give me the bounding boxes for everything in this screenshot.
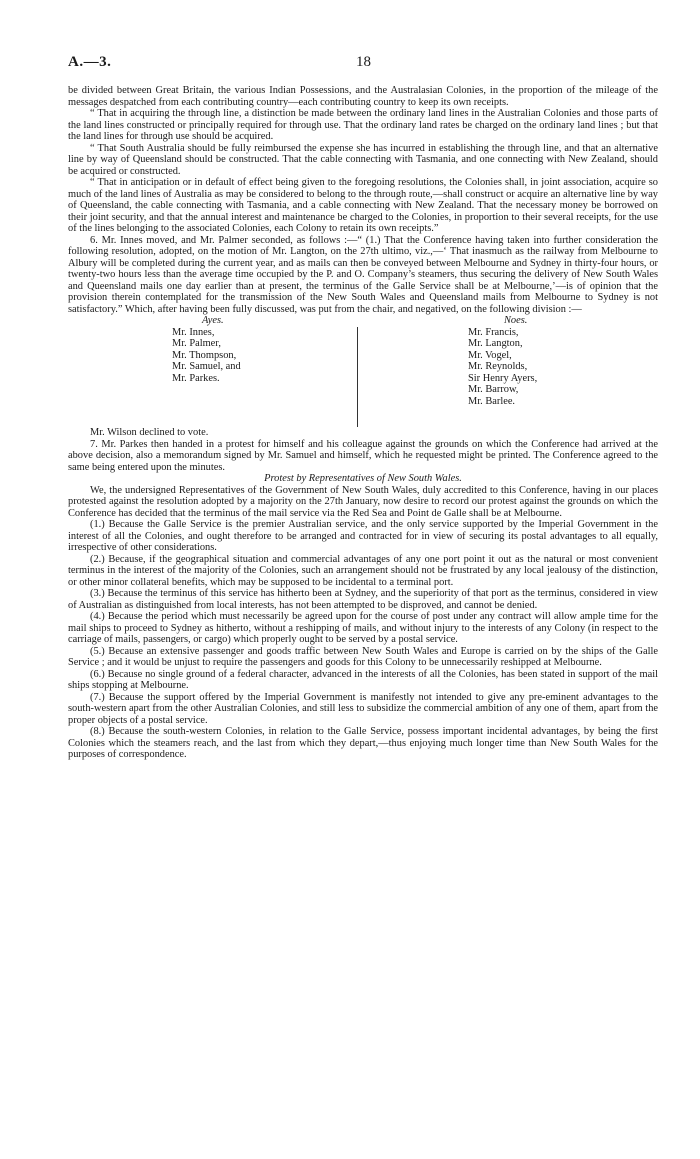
noes-heading: Noes.	[504, 315, 528, 326]
ayes-member: Mr. Parkes.	[172, 372, 220, 384]
protest-intro: We, the undersigned Representatives of the Government of New South Wales, duly accredited to this Conference, having in our places protested against the resolution adopted by a majority on the 27th January, now desire to record our protest against the grounds on which the Conference has decided that the terminus of the mail service via the Red Sea and Point de Galle shall be at Melbourne.	[68, 484, 658, 519]
noes-member: Mr. Barlee.	[468, 395, 516, 407]
paragraph: “ That in acquiring the through line, a distinction be made between the ordinary land lines in the Australian Colonies and those parts of the land lines constructed or principally required for through use. That the ordinary land rates be charged on the ordinary land lines ; but that the land lines for through use should be acquired.	[68, 108, 658, 142]
paragraph: be divided between Great Britain, the various Indian Possessions, and the Australasian Colonies, in the proportion of the mileage of the messages despatched from each contributing country—each contributing country to keep its own receipts.	[68, 85, 658, 108]
ayes-column	[172, 315, 352, 384]
protest-point: (2.) Because, if the geographical situation and commercial advantages of any one port point it out as the natural or most convenient terminus in the interest of the majority of the Colonies, such an arrangement should not be frustrated by any local jealousy of the distinction, or other minor collateral benefits, which may be supposed to be incidental to a terminal port.	[68, 553, 658, 588]
ayes-member: Mr. Samuel, and	[172, 361, 241, 372]
noes-member: Mr. Langton,	[468, 338, 523, 349]
protest-point: (4.) Because the period which must necessarily be agreed upon for the course of post under any contract will allow ample time for the mail ships to proceed to Sydney as hitherto, without a reshipping of mails, and without injury to the interests of any Colony (in respect to the carriage of mails, passengers, or cargo) which properly ought to be served by a postal service.	[68, 611, 658, 645]
page-number: 18	[356, 54, 371, 70]
document-body	[68, 85, 658, 761]
noes-member: Mr. Vogel,	[468, 349, 512, 361]
paragraph: “ That in anticipation or in default of effect being given to the foregoing resolutions, the Colonies shall, in joint association, acquire so much of the land lines of Australia as may be considered to belong to the through route,—shall construct or acquire an alternative line by way of Queensland, the cable connecting with Tasmania, and a cable connecting with New Zealand. That the necessary money be borrowed on their joint security, and that the annual interest and maintenance be charged to the Colonies, in proportion to their several receipts, for the use of the lines belonging to the associated Colonies, each Colony to retain its own receipts.”	[68, 177, 658, 234]
protest-point: (1.) Because the Galle Service is the premier Australian service, and the only service supported by the Imperial Government in the interest of all the Colonies, and ought therefore to be arranged and contracted for in view of securing its postal advantages to all equally, irrespective of other considerations.	[68, 519, 658, 553]
noes-member: Mr. Barrow,	[468, 384, 519, 395]
ayes-member: Mr. Innes,	[172, 326, 215, 338]
noes-member: Mr. Francis,	[468, 326, 519, 338]
protest-point: (5.) Because an extensive passenger and goods traffic between New South Wales and Europe is carried on by the ships of the Galle Service ; and it would be unjust to require the passengers and goods for this Colony to be unnecessarily reshipped at Melbourne.	[68, 645, 658, 668]
noes-member: Mr. Reynolds,	[468, 361, 528, 372]
running-header	[68, 54, 658, 74]
paragraph: 7. Mr. Parkes then handed in a protest for himself and his colleague against the grounds on which the Conference had arrived at the above decision, also a memorandum signed by Mr. Samuel and himself, which he requested might be printed. The Conference agreed to the same being entered upon the minutes.	[68, 438, 658, 473]
document-id: A.—3.	[68, 54, 112, 70]
ayes-member: Mr. Palmer,	[172, 338, 221, 349]
protest-heading: Protest by Representatives of New South Wales.	[264, 473, 462, 484]
column-divider	[357, 327, 358, 427]
protest-point: (8.) Because the south-western Colonies, in relation to the Galle Service, possess important incidental advantages, by being the first Colonies which the steamers reach, and the last from which they depart,—thus enjoying much longer time than New South Wales for the purposes of correspondence.	[68, 726, 658, 760]
protest-point: (6.) Because no single ground of a federal character, advanced in the interests of all the Colonies, has been stated in support of the mail ships stopping at Melbourne.	[68, 668, 658, 691]
noes-member: Sir Henry Ayers,	[468, 372, 538, 384]
ayes-member: Mr. Thompson,	[172, 349, 237, 361]
paragraph: “ That South Australia should be fully reimbursed the expense she has incurred in establishing the through line, and that an alternative line by way of Queensland should be constructed. That the cable connecting with Tasmania, and one connecting with New Zealand, should be acquired or constructed.	[68, 142, 658, 177]
division-list	[68, 315, 658, 427]
paragraph: 6. Mr. Innes moved, and Mr. Palmer seconded, as follows :—“ (1.) That the Conference having taken into further consideration the following resolution, adopted, on the motion of Mr. Langton, on the 27th ultimo, viz.,—‘ That inasmuch as the railway from Melbourne to Albury will be completed during the current year, and as mails can then be conveyed between Melbourne and Sydney in thirty-four hours, or twenty-two hours less than the average time occupied by the P. and O. Company’s steamers, thus securing the delivery of New South Wales and Queensland mails one day earlier than at present, the terminus of the Galle Service shall be at Melbourne,’—is of opinion that the provision therein contemplated for the transmission of the New South Wales and Queensland mails from Melbourne to Sydney is not satisfactory.” Which, after having been fully discussed, was put from the chair, and negatived, on the following division :—	[68, 234, 658, 315]
protest-point: (3.) Because the terminus of this service has hitherto been at Sydney, and the superiority of that port as the terminus, considered in view of Australian as distinguished from local interests, has not been attempted to be disproved, and cannot be denied.	[68, 588, 658, 611]
noes-column	[468, 315, 648, 407]
protest-point: (7.) Because the support offered by the Imperial Government is manifestly not intended to give any pre-eminent advantages to the south-western apart from the other Australian Colonies, and still less to subsidize the commercial ambition of any one of them, apart from the proper objects of a postal service.	[68, 691, 658, 726]
ayes-heading: Ayes.	[202, 315, 224, 326]
paragraph: Mr. Wilson declined to vote.	[90, 427, 209, 438]
